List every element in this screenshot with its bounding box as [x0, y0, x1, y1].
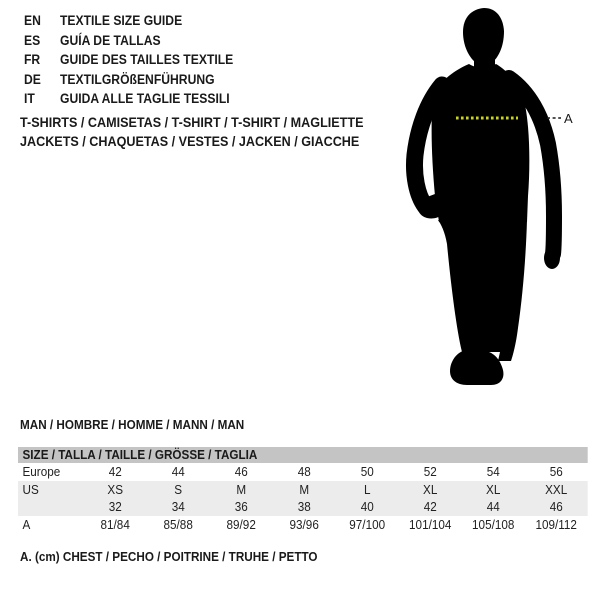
- row-label: US: [22, 481, 39, 497]
- language-code: IT: [24, 91, 35, 107]
- size-value: 89/92: [226, 516, 256, 532]
- language-label: TEXTILGRÖßENFÜHRUNG: [60, 71, 215, 87]
- language-label: GUIDE DES TAILLES TEXTILE: [60, 52, 234, 68]
- size-value: M: [236, 481, 247, 497]
- silhouette-pants: [438, 220, 527, 361]
- table-row-numeric: [18, 498, 588, 516]
- category-line-tshirts: T-SHIRTS / CAMISETAS / T-SHIRT / T-SHIRT / MAGLIETTE: [20, 114, 364, 130]
- size-table: [18, 447, 588, 533]
- size-value: 34: [171, 499, 185, 514]
- size-value: 93/96: [289, 516, 319, 532]
- size-value: 109/112: [535, 516, 577, 532]
- size-value: 42: [108, 464, 122, 479]
- language-code: EN: [24, 13, 41, 28]
- language-label: GUÍA DE TALLAS: [60, 32, 161, 48]
- size-value: 97/100: [349, 516, 386, 532]
- size-value: 44: [171, 464, 185, 479]
- table-row-europe: [18, 463, 588, 481]
- measure-label-a: A: [564, 111, 573, 126]
- size-value: 40: [360, 499, 374, 514]
- size-value: 81/84: [100, 516, 130, 532]
- size-table-header: SIZE / TALLA / TAILLE / GRÖSSE / TAGLIA: [18, 447, 588, 463]
- size-value: 46: [549, 499, 563, 514]
- language-label: GUIDA ALLE TAGLIE TESSILI: [60, 91, 230, 107]
- size-value: 52: [423, 464, 437, 479]
- size-value: XXL: [545, 481, 568, 497]
- category-line-jackets: JACKETS / CHAQUETAS / VESTES / JACKEN / GIACCHE: [20, 133, 360, 149]
- size-value: XL: [423, 481, 438, 497]
- silhouette-right-hand: [544, 247, 560, 269]
- table-row-chest-a: [18, 516, 588, 534]
- table-row-us: [18, 481, 588, 499]
- size-value: 85/88: [163, 516, 193, 532]
- category-titles: [20, 113, 363, 151]
- size-value: 36: [234, 499, 248, 514]
- language-row-en: [24, 11, 233, 31]
- language-code: DE: [24, 71, 41, 87]
- size-value: XL: [486, 481, 501, 497]
- size-value: M: [299, 481, 310, 497]
- measurement-footnote: A. (cm) CHEST / PECHO / POITRINE / TRUHE / PETTO: [20, 549, 318, 564]
- language-code: ES: [24, 32, 41, 48]
- size-value: 38: [297, 499, 311, 514]
- man-silhouette-figure: [405, 8, 575, 386]
- language-row-es: [24, 31, 233, 51]
- size-value: 48: [297, 464, 311, 479]
- size-value: 54: [486, 464, 500, 479]
- size-value: 105/108: [472, 516, 515, 532]
- size-value: 42: [423, 499, 437, 514]
- size-value: 44: [486, 499, 500, 514]
- size-value: 56: [549, 464, 563, 479]
- size-value: 32: [108, 499, 122, 514]
- size-value: 50: [360, 464, 374, 479]
- row-label: [18, 498, 84, 516]
- size-value: S: [174, 481, 183, 497]
- man-silhouette: [414, 8, 560, 385]
- language-row-it: [24, 89, 233, 109]
- language-code: FR: [24, 52, 41, 68]
- size-value: L: [363, 481, 371, 497]
- size-value: 46: [234, 464, 248, 479]
- row-label: A: [22, 516, 31, 532]
- section-title: MAN / HOMBRE / HOMME / MANN / MAN: [20, 417, 245, 432]
- row-label: Europe: [22, 464, 61, 479]
- size-value: XS: [107, 481, 124, 497]
- silhouette-shoe: [450, 351, 503, 385]
- language-guide-list: [24, 11, 233, 109]
- size-value: 101/104: [409, 516, 452, 532]
- language-row-de: [24, 70, 233, 90]
- language-label: TEXTILE SIZE GUIDE: [60, 13, 183, 28]
- language-row-fr: [24, 50, 233, 70]
